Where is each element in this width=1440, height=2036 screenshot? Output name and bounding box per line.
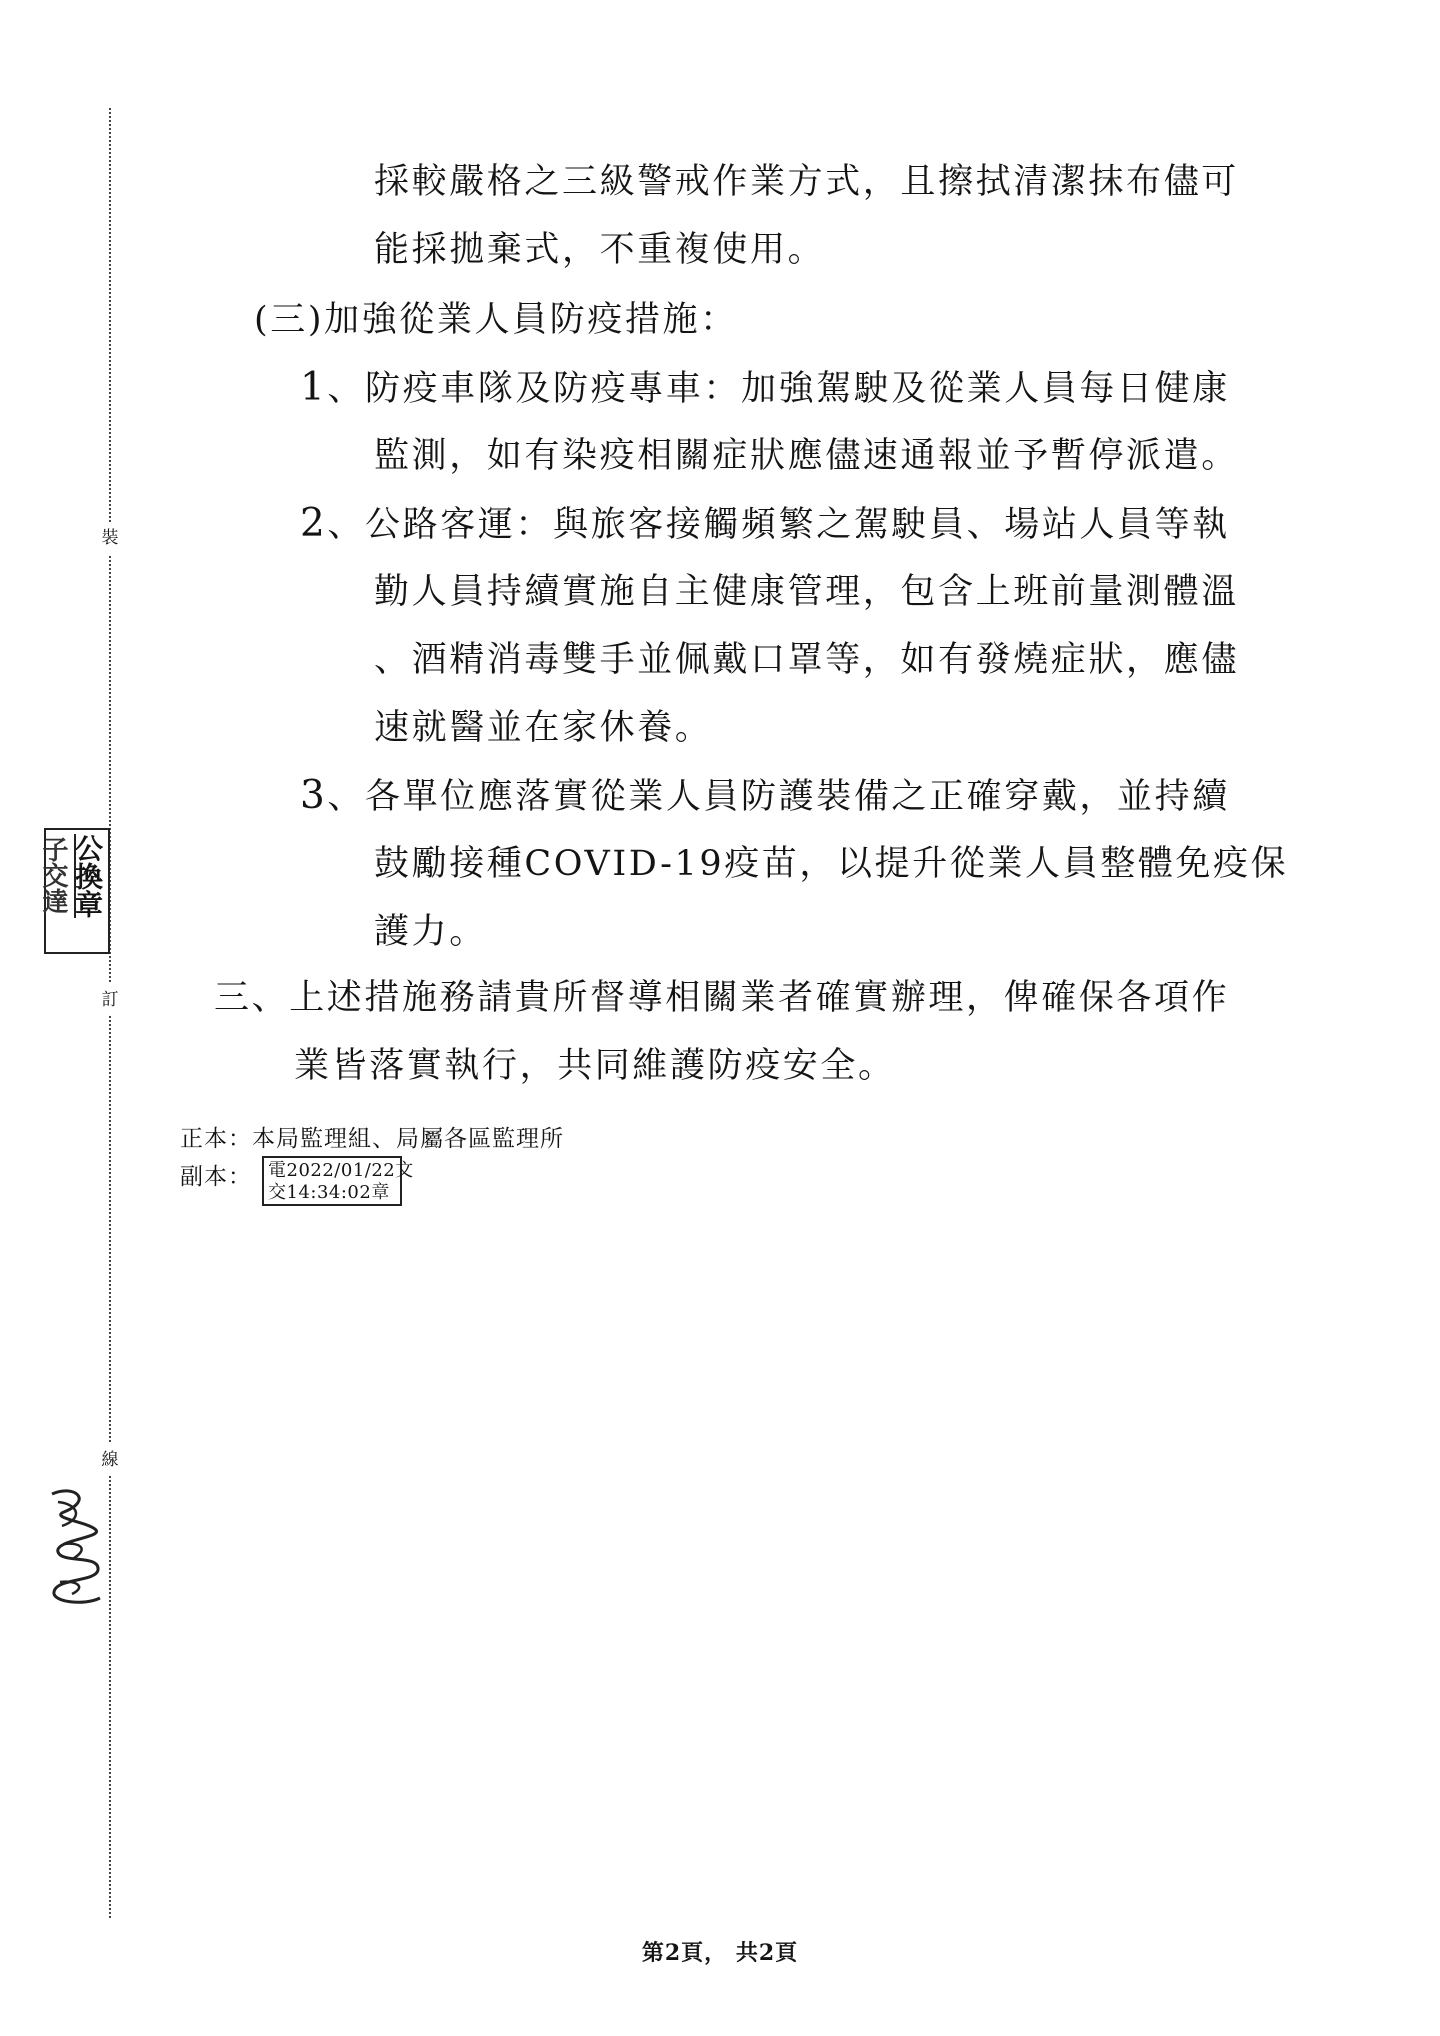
exchange-timestamp-stamp — [262, 1156, 414, 1206]
stamp-row-1: 電2022/01/22文 — [268, 1160, 414, 1181]
exchange-seal — [38, 828, 110, 954]
point-3-line-1: 三、上述措施務請貴所督導相關業者確實辦理，俾確保各項作 — [214, 978, 1230, 1018]
item-2-line-4: 速就醫並在家休養。 — [374, 708, 713, 748]
binding-mark-ding: 訂 — [99, 984, 121, 1016]
item-2-line-2: 勤人員持續實施自主健康管理，包含上班前量測體溫 — [374, 572, 1239, 612]
seal-text-a: 公換章 — [71, 834, 104, 918]
point-3-line-2: 業皆落實執行，共同維護防疫安全。 — [294, 1046, 896, 1086]
item-1-line-1: 、防疫車隊及防疫專車：加強駕駛及從業人員每日健康 — [327, 369, 1230, 409]
item-1-number: 1 — [300, 365, 328, 410]
body-line-2: 能採拋棄式，不重複使用。 — [374, 230, 826, 270]
item-3-line-2: 鼓勵接種COVID-19疫苗，以提升從業人員整體免疫保 — [374, 844, 1289, 884]
body-line-1: 採較嚴格之三級警戒作業方式，且擦拭清潔抹布儘可 — [374, 162, 1239, 202]
item-1-first-line — [300, 366, 1230, 411]
section-3-heading: (三)加強從業人員防疫措施： — [254, 300, 738, 340]
original-recipients: 正本：本局監理組、局屬各區監理所 — [180, 1126, 564, 1152]
item-3-first-line — [300, 774, 1230, 819]
binding-mark-zhuang: 裝 — [99, 522, 121, 554]
signature-scribble-icon — [44, 1482, 108, 1612]
item-2-line-3: 、酒精消毒雙手並佩戴口罩等，如有發燒症狀，應儘 — [374, 640, 1239, 680]
item-3-line-3: 護力。 — [374, 912, 487, 952]
stamp-row-2: 交14:34:02章 — [268, 1182, 390, 1203]
item-3-number: 3 — [300, 773, 328, 818]
item-1-line-2: 監測，如有染疫相關症狀應儘速通報並予暫停派遣。 — [374, 436, 1239, 476]
seal-text-b: 子交達 — [38, 836, 68, 914]
binding-mark-xian: 線 — [99, 1444, 121, 1476]
item-2-line-1: 、公路客運：與旅客接觸頻繁之駕駛員、場站人員等執 — [327, 505, 1230, 545]
item-3-line-1: 、各單位應落實從業人員防護裝備之正確穿戴，並持續 — [327, 777, 1230, 817]
item-2-first-line — [300, 502, 1230, 547]
page-number: 第2頁， 共2頁 — [641, 1940, 799, 1966]
item-2-number: 2 — [300, 501, 328, 546]
copy-recipients-label: 副本： — [180, 1164, 252, 1190]
